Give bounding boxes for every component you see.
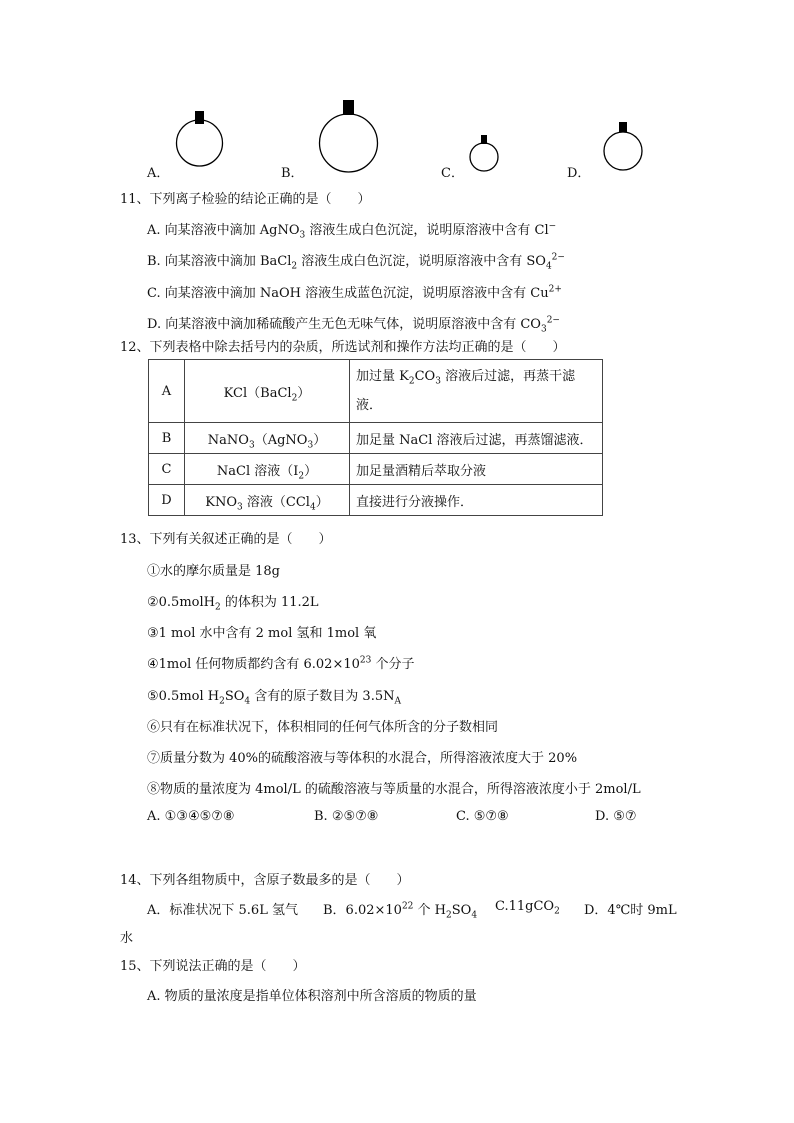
q14-option-b: B．$6.02\times 10^{22}$ 个 $H_2SO_4$ bbox=[323, 901, 478, 921]
row-key: D bbox=[149, 485, 185, 516]
q11-option-b: B. 向某溶液中滴加 BaCl$_2$ 溶液生成白色沉淀，说明原溶液中含有 $SO_4^{2-}$ bbox=[147, 252, 565, 272]
q13-statement-6: ⑥只有在标准状况下，体积相同的任何气体所含的分子数相同 bbox=[147, 720, 499, 735]
q13-option-a: A. ①③④⑤⑦⑧ bbox=[147, 809, 235, 824]
q13-statement-7: ⑦质量分数为 40%的硫酸溶液与等体积的水混合，所得溶液浓度大于 20% bbox=[147, 751, 578, 766]
q14-option-a: A．标准状况下 5.6L 氢气 bbox=[147, 903, 298, 918]
flask-label-c: C． bbox=[441, 166, 464, 181]
q12-table bbox=[148, 359, 603, 516]
q13-option-b: B. ②⑤⑦⑧ bbox=[314, 809, 379, 824]
q11-option-d: D. 向某溶液中滴加稀硫酸产生无色无味气体，说明原溶液中含有 $CO_3^{2-}$ bbox=[147, 315, 560, 335]
q13-stem: 13、下列有关叙述正确的是（ ） bbox=[120, 532, 332, 547]
q14-option-d: D．4℃时 9mL bbox=[584, 903, 677, 918]
flask-a bbox=[177, 111, 223, 166]
flask-figures bbox=[0, 0, 794, 190]
row-method: 加足量酒精后萃取分液 bbox=[350, 454, 603, 485]
q13-statement-8: ⑧物质的量浓度为 4mol/L 的硫酸溶液与等质量的水混合，所得溶液浓度小于 2mol/L bbox=[147, 782, 641, 797]
q11-stem: 11、下列离子检验的结论正确的是（ ） bbox=[120, 192, 371, 207]
q15-stem: 15、下列说法正确的是（ ） bbox=[120, 959, 306, 974]
table-row bbox=[149, 423, 603, 454]
flask-b bbox=[320, 100, 378, 172]
row-substance: NaCl 溶液$(I_2)$ bbox=[185, 454, 350, 485]
table-row bbox=[149, 454, 603, 485]
row-method: 直接进行分液操作． bbox=[350, 485, 603, 516]
q12-stem: 12、下列表格中除去括号内的杂质，所选试剂和操作方法均正确的是（ ） bbox=[120, 340, 566, 355]
q13-statement-2: ②0.5molH$_2$ 的体积为 11.2L bbox=[147, 595, 319, 613]
q13-statement-1: ①水的摩尔质量是 18g bbox=[147, 564, 280, 579]
flask-d bbox=[604, 122, 642, 170]
q14-stem: 14、下列各组物质中，含原子数最多的是（ ） bbox=[120, 873, 410, 888]
row-substance: KCl（BaCl$_2$） bbox=[185, 360, 350, 423]
q13-statement-3: ③1 mol 水中含有 2 mol 氢和 1mol 氧 bbox=[147, 626, 377, 641]
flask-label-a: A． bbox=[147, 166, 170, 181]
q11-option-c: C. 向某溶液中滴加 NaOH 溶液生成蓝色沉淀，说明原溶液中含有 $Cu^{2+}$ bbox=[147, 284, 562, 301]
table-row bbox=[149, 485, 603, 516]
flask-c bbox=[470, 135, 498, 171]
q13-statement-4: ④1mol 任何物质都约含有 $6.02\times 10^{23}$ 个分子 bbox=[147, 655, 415, 672]
q13-option-c: C. ⑤⑦⑧ bbox=[456, 809, 509, 824]
q14-option-c: C.11gCO$_2$ bbox=[495, 899, 560, 917]
row-key: A bbox=[149, 360, 185, 423]
row-substance: $KNO_3$ 溶液（CCl$_4$） bbox=[185, 485, 350, 516]
row-key: B bbox=[149, 423, 185, 454]
q13-option-d: D. ⑤⑦ bbox=[595, 809, 637, 824]
flask-label-d: D． bbox=[567, 166, 591, 181]
row-substance: NaNO$_3$（AgNO$_3$） bbox=[185, 423, 350, 454]
table-row bbox=[149, 360, 603, 423]
q14-option-d-continued: 水 bbox=[120, 931, 134, 946]
row-method: 加足量 NaCl 溶液后过滤，再蒸馏滤液． bbox=[350, 423, 603, 454]
row-method: 加过量 $K_2CO_3$ 溶液后过滤，再蒸干滤 液． bbox=[350, 360, 603, 423]
flask-label-b: B． bbox=[281, 166, 304, 181]
q13-statement-5: ⑤0.5mol $H_2SO_4$ 含有的原子数目为 $3.5N_A$ bbox=[147, 689, 401, 707]
q11-option-a: A. 向某溶液中滴加 AgNO$_3$ 溶液生成白色沉淀，说明原溶液中含有 Cl− bbox=[147, 221, 557, 241]
row-key: C bbox=[149, 454, 185, 485]
q15-option-a: A. 物质的量浓度是指单位体积溶剂中所含溶质的物质的量 bbox=[147, 989, 477, 1004]
